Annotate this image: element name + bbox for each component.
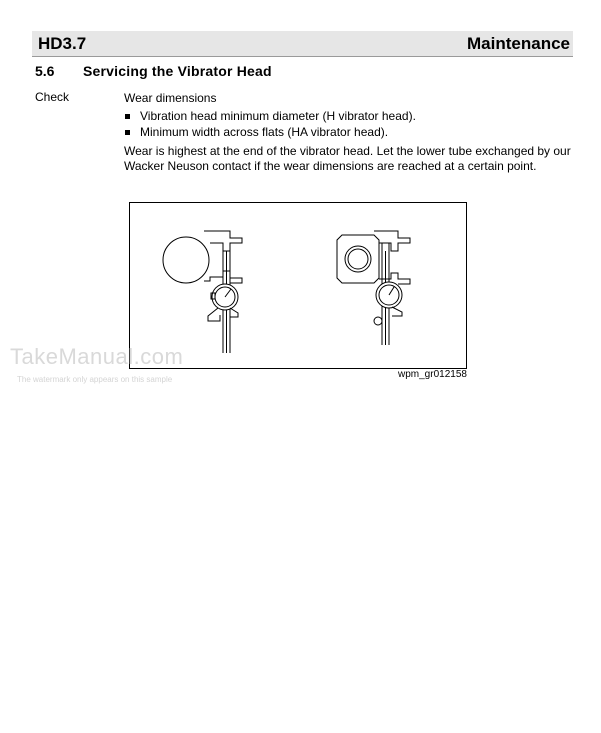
flat-head-caliper [337, 231, 410, 345]
section-title: Servicing the Vibrator Head [83, 63, 272, 79]
list-item [124, 108, 574, 124]
figure-caption: wpm_gr012158 [398, 369, 467, 380]
model-title: HD3.7 [38, 34, 87, 53]
section-number: 5.6 [35, 63, 55, 79]
check-label: Check [35, 90, 70, 104]
bullet-square-icon [125, 130, 130, 135]
check-body [124, 90, 574, 174]
watermark-subtext: The watermark only appears on this sample [17, 375, 173, 384]
page-header [32, 31, 573, 57]
watermark-text: TakeManual.com [10, 344, 184, 369]
bullet-list [124, 108, 574, 140]
bullet-square-icon [125, 114, 130, 119]
check-intro: Wear dimensions [124, 91, 217, 105]
bullet-text: Minimum width across flats (HA vibrator head). [140, 125, 389, 139]
round-head-caliper [163, 231, 242, 353]
instruction-paragraph: Wear is highest at the end of the vibrator head. Let the lower tube exchanged by our Wacker Neuson contact if the wear dimensions are reached at a certain point. [124, 144, 571, 173]
bullet-text: Vibration head minimum diameter (H vibrator head). [140, 109, 416, 123]
list-item [124, 124, 574, 140]
chapter-title: Maintenance [467, 34, 570, 53]
